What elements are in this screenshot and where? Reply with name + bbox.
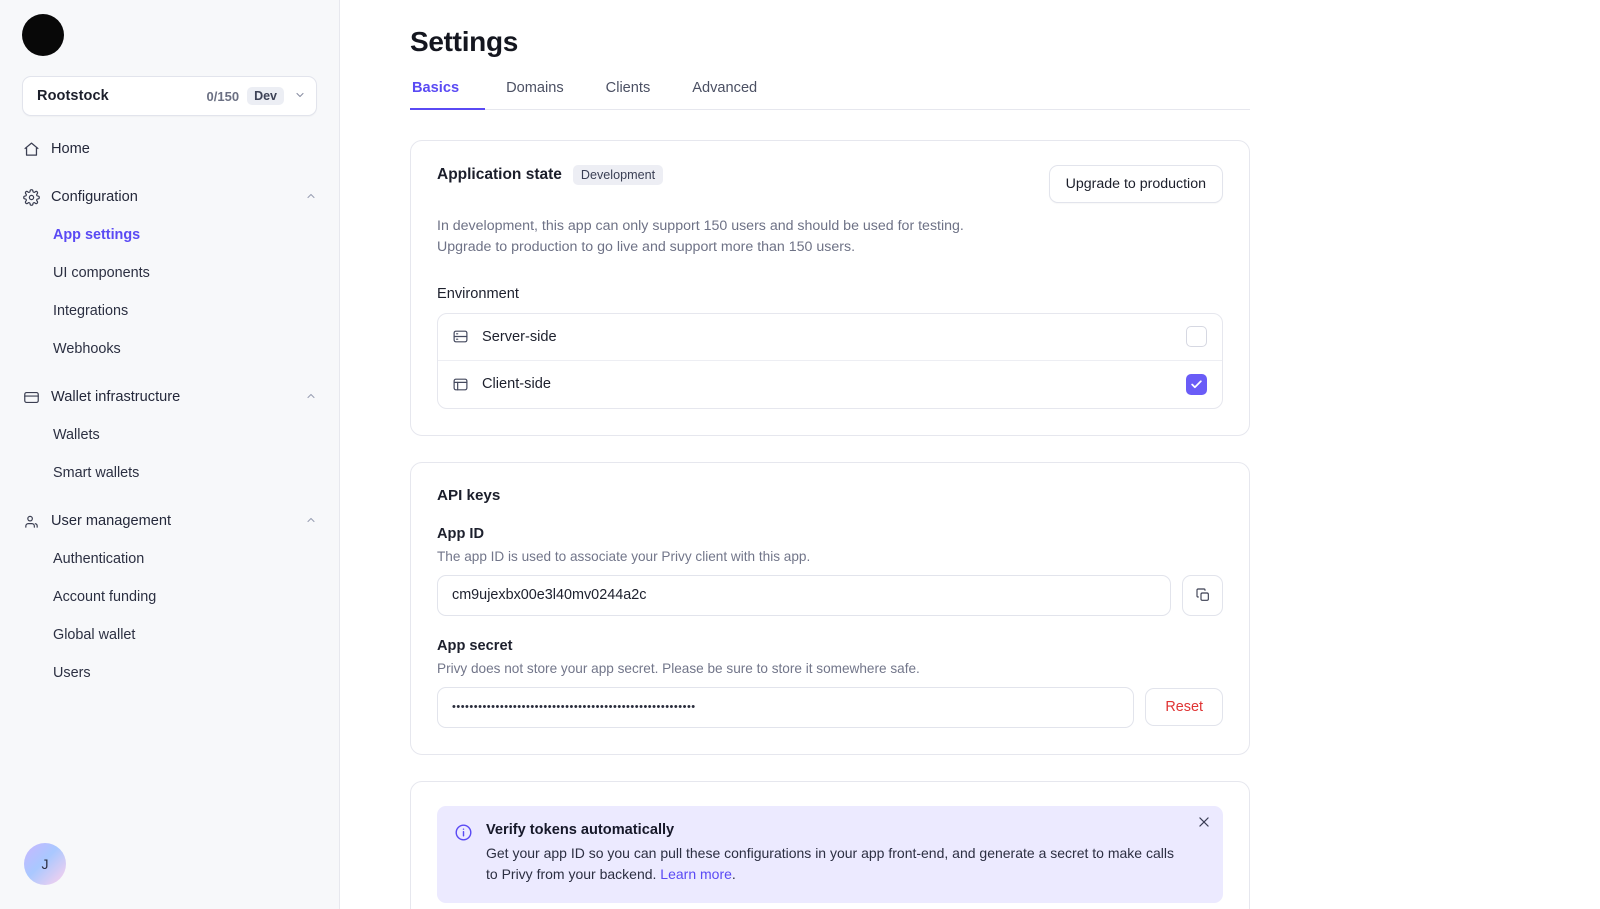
sidebar-item-integrations[interactable] <box>12 292 327 330</box>
sidebar-item-label: App settings <box>53 227 141 243</box>
nav-spacer <box>12 168 327 178</box>
tab-label: Domains <box>506 80 564 96</box>
sidebar-item-label: Webhooks <box>53 341 121 357</box>
sidebar-item-label: UI components <box>53 265 150 281</box>
application-state-line <box>437 165 663 185</box>
sidebar-item-account-funding[interactable] <box>12 578 327 616</box>
privy-logo-icon[interactable] <box>22 14 64 56</box>
browser-icon <box>452 376 469 393</box>
settings-page <box>410 26 1250 909</box>
sidebar-item-label: Integrations <box>53 303 129 319</box>
app-id-label: App ID <box>437 525 485 542</box>
app-id-help: The app ID is used to associate your Privy client with this app. <box>437 548 811 564</box>
gear-icon <box>22 188 40 206</box>
callout-title: Verify tokens automatically <box>486 821 675 838</box>
app-secret-row <box>437 687 1223 728</box>
sidebar-item-webhooks[interactable] <box>12 330 327 368</box>
avatar-wrap <box>24 843 66 885</box>
chevron-up-icon[interactable] <box>305 390 317 405</box>
reset-secret-button[interactable]: Reset <box>1145 688 1223 726</box>
tab-label: Clients <box>605 80 651 96</box>
tab-domains[interactable] <box>485 80 585 109</box>
sidebar-item-smart-wallets[interactable] <box>12 454 327 492</box>
app-secret-label: App secret <box>437 637 513 654</box>
app-id-input[interactable]: cm9ujexbx00e3l40mv0244a2c <box>437 575 1171 616</box>
status-badge: Development <box>573 165 663 185</box>
sidebar-item-ui-components[interactable] <box>12 254 327 292</box>
callout-body <box>486 843 1186 885</box>
avatar[interactable]: J <box>24 843 66 885</box>
sidebar-item-authentication[interactable] <box>12 540 327 578</box>
environment-list <box>437 313 1223 409</box>
main-content <box>340 0 1600 909</box>
server-icon <box>452 328 469 345</box>
sidebar-item-app-settings[interactable] <box>12 216 327 254</box>
sidebar-item-label: Global wallet <box>53 627 136 643</box>
sidebar-group-configuration[interactable] <box>12 178 327 216</box>
app-secret-help: Privy does not store your app secret. Please be sure to store it somewhere safe. <box>437 660 920 676</box>
tab-basics[interactable] <box>410 80 485 109</box>
sidebar-nav <box>0 130 339 909</box>
callout-body-end: . <box>731 865 736 882</box>
sidebar-group-user-management[interactable] <box>12 502 327 540</box>
environment-row-server-side[interactable] <box>438 314 1222 361</box>
app-id-row <box>437 575 1223 616</box>
org-selector[interactable] <box>22 76 317 116</box>
sidebar-group-label: Configuration <box>51 189 138 205</box>
app-secret-input[interactable]: •••••••••••••••••••••••••••••••••••••••••••••••••••••••• <box>437 687 1134 728</box>
tab-label: Basics <box>412 80 460 96</box>
application-state-header <box>437 165 1223 203</box>
verify-tokens-callout <box>437 806 1223 903</box>
sidebar-item-global-wallet[interactable] <box>12 616 327 654</box>
tab-label: Advanced <box>692 80 758 96</box>
home-icon <box>22 140 40 158</box>
environment-label: Environment <box>437 285 519 302</box>
chevron-up-icon[interactable] <box>305 514 317 529</box>
callout-body-text: Get your app ID so you can pull these configurations in your app front-end, and generate a secret to make calls to Privy from your backend. <box>486 844 1174 882</box>
chevron-up-icon[interactable] <box>305 190 317 205</box>
sidebar-item-label: Smart wallets <box>53 465 140 481</box>
nav-spacer <box>12 492 327 502</box>
nav-spacer <box>12 368 327 378</box>
org-usage-count: 0/150 <box>206 88 240 104</box>
sidebar-item-wallets[interactable] <box>12 416 327 454</box>
info-icon <box>454 823 473 885</box>
upgrade-to-production-button[interactable]: Upgrade to production <box>1049 165 1223 203</box>
org-name: Rootstock <box>37 88 109 104</box>
application-state-label: Application state <box>437 166 562 183</box>
tab-clients[interactable] <box>585 80 672 109</box>
page-title: Settings <box>410 26 519 57</box>
users-icon <box>22 512 40 530</box>
callout-text <box>486 822 1186 885</box>
sidebar-group-label: Wallet infrastructure <box>51 389 181 405</box>
tab-advanced[interactable] <box>671 80 778 109</box>
sidebar-item-label: Wallets <box>53 427 100 443</box>
settings-tabs <box>410 80 1250 110</box>
callout-card <box>410 781 1250 909</box>
sidebar-item-label: Account funding <box>53 589 157 605</box>
sidebar-group-wallet-infrastructure[interactable] <box>12 378 327 416</box>
sidebar-item-label: Home <box>51 141 90 157</box>
sidebar <box>0 0 340 909</box>
copy-icon[interactable] <box>1182 575 1223 616</box>
environment-name: Server-side <box>482 328 557 345</box>
org-env-badge: Dev <box>247 87 284 105</box>
sidebar-item-home[interactable] <box>12 130 327 168</box>
sidebar-group-label: User management <box>51 513 172 529</box>
application-state-description: In development, this app can only support 150 users and should be used for testing. Upgrade to production to go live and support more than 150 users. <box>437 218 964 256</box>
sidebar-item-label: Authentication <box>53 551 145 567</box>
wallet-icon <box>22 388 40 406</box>
logo-wrap <box>0 0 339 62</box>
sidebar-item-users[interactable] <box>12 654 327 692</box>
server-side-checkbox[interactable] <box>1186 326 1207 347</box>
api-keys-card <box>410 462 1250 755</box>
client-side-checkbox[interactable] <box>1186 374 1207 395</box>
api-keys-title: API keys <box>437 486 501 504</box>
environment-row-client-side[interactable] <box>438 361 1222 408</box>
sidebar-item-label: Users <box>53 665 91 681</box>
application-state-card <box>410 140 1250 436</box>
learn-more-link[interactable]: Learn more <box>660 865 732 882</box>
chevron-down-icon[interactable] <box>294 89 306 104</box>
environment-name: Client-side <box>482 376 551 393</box>
close-icon[interactable] <box>1197 815 1211 832</box>
